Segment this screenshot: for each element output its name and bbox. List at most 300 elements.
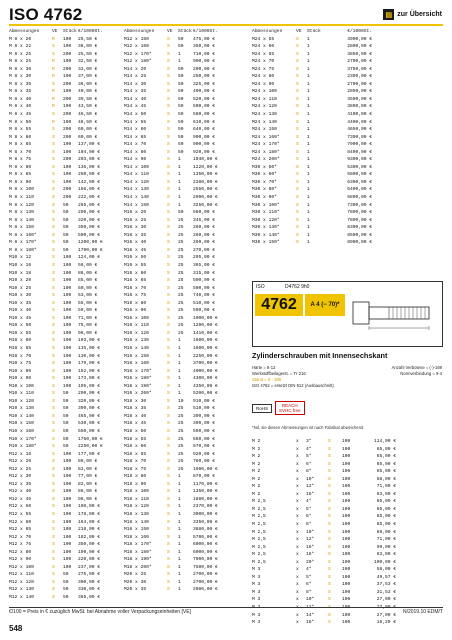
- length: 55: [140, 119, 147, 125]
- pack-unit: 1: [178, 534, 181, 540]
- header-qty: Stück: [307, 29, 321, 34]
- times-sign: x: [135, 361, 138, 367]
- length: 75: [25, 157, 32, 163]
- table-row: [9, 541, 111, 549]
- stock-flag: S: [296, 89, 299, 95]
- thread-size: [124, 111, 167, 119]
- stock-flag: S: [296, 195, 299, 201]
- times-sign: x: [20, 579, 23, 585]
- product-standard: ISO: [256, 284, 265, 290]
- stock-flag: S: [167, 300, 170, 306]
- times-sign: x: [20, 149, 23, 155]
- stock-flag: S: [328, 461, 331, 467]
- pack-unit: 1: [307, 36, 310, 42]
- thread: M 8: [9, 134, 18, 140]
- length: 160: [140, 361, 149, 367]
- length: 30: [140, 225, 147, 231]
- times-sign: x: [135, 96, 138, 102]
- times-sign: x: [135, 300, 138, 306]
- thread-size: [252, 51, 296, 59]
- pack-unit: 100: [63, 345, 72, 351]
- pack-unit: 1: [178, 179, 181, 185]
- thread: M 8: [9, 89, 18, 95]
- price: 2850,00 €: [347, 89, 372, 95]
- price: 137,00 €: [78, 142, 101, 148]
- length: 18: [25, 270, 32, 276]
- times-sign: x: [263, 202, 266, 208]
- pack-unit: 25: [178, 330, 184, 336]
- length: 45: [140, 104, 147, 110]
- price: 65,00 €: [376, 499, 396, 505]
- stock-flag: S: [52, 383, 55, 389]
- price: 9300,00 €: [347, 157, 372, 163]
- thread: M10: [9, 278, 18, 284]
- stock-flag: S: [167, 330, 170, 336]
- pack-unit: 1: [178, 489, 181, 495]
- thread: M14: [124, 164, 133, 170]
- pack-unit: 25: [178, 293, 184, 299]
- times-sign: x: [296, 612, 299, 618]
- spec-right: Normverbindung = 9·4: [400, 371, 442, 376]
- times-sign: x: [296, 469, 299, 475]
- table-row: [252, 81, 372, 89]
- length: 80*: [268, 187, 277, 193]
- pack-unit: 1: [178, 579, 181, 585]
- table-row: [124, 103, 226, 111]
- price: 55,00 €: [78, 278, 98, 284]
- stock-flag: R: [52, 59, 55, 65]
- price: 82,00 €: [78, 481, 98, 487]
- stock-flag: S: [328, 612, 331, 618]
- times-sign: x: [135, 119, 138, 125]
- thread-size: M 2: [252, 491, 261, 497]
- times-sign: x: [20, 255, 23, 261]
- pack-unit: 50: [178, 89, 184, 95]
- thread-size: M 2,5: [252, 506, 266, 512]
- thread-size: [9, 315, 52, 323]
- times-sign: x: [135, 255, 138, 261]
- price: 5800,00 €: [347, 172, 372, 178]
- stock-flag: S: [296, 81, 299, 87]
- stock-flag: S: [328, 567, 331, 573]
- thread-size: [252, 202, 296, 210]
- pack-unit: 200: [63, 66, 72, 72]
- pack-unit: 100: [342, 552, 351, 558]
- stock-flag: S: [167, 504, 170, 510]
- thread-size: [124, 481, 167, 489]
- thread-size: M 3: [252, 582, 261, 588]
- length: 20: [140, 210, 147, 216]
- pack-unit: 200: [63, 51, 72, 57]
- table-row: [9, 66, 111, 74]
- price: 490,00 €: [193, 89, 216, 95]
- length: 130: [140, 338, 149, 344]
- price: 3800,00 €: [347, 104, 372, 110]
- price: 71,00 €: [376, 537, 396, 543]
- stock-flag: S: [328, 574, 331, 580]
- pack-unit: 1: [178, 59, 181, 65]
- thread: M 8: [9, 210, 18, 216]
- pack-unit: 200: [63, 81, 72, 87]
- times-sign: x: [20, 345, 23, 351]
- times-sign: x: [20, 74, 23, 80]
- thread-size: [124, 224, 167, 232]
- price: 6000,00 €: [193, 549, 218, 555]
- pack-unit: 100: [63, 119, 72, 125]
- length: 16: [25, 262, 32, 268]
- times-sign: x: [263, 66, 266, 72]
- length: 140: [140, 195, 149, 201]
- thread: M18: [124, 534, 133, 540]
- table-row: [9, 345, 111, 353]
- overview-link[interactable]: [383, 9, 442, 20]
- stock-flag: S: [52, 44, 55, 50]
- stock-flag: S: [328, 544, 331, 550]
- table-row: [124, 164, 226, 172]
- stock-flag: S: [296, 36, 299, 42]
- thread: M 8: [9, 81, 18, 87]
- times-sign: x: [20, 406, 23, 412]
- times-sign: x: [135, 496, 138, 502]
- table-row: [124, 126, 226, 134]
- length: 120: [25, 202, 34, 208]
- times-sign: x: [135, 172, 138, 178]
- stock-flag: S: [52, 157, 55, 163]
- stock-flag: S: [296, 210, 299, 216]
- table-row: [124, 149, 226, 157]
- price: 510,00 €: [193, 300, 216, 306]
- table-row: [9, 81, 111, 89]
- price: 3350,00 €: [193, 519, 218, 525]
- thread-size: [124, 405, 167, 413]
- length: 75: [25, 542, 32, 548]
- pack-unit: 100: [63, 74, 72, 80]
- length: 190*: [140, 383, 152, 389]
- header-dimension: Abmessungen: [9, 29, 40, 34]
- thread-size: [9, 96, 52, 104]
- times-sign: x: [135, 232, 138, 238]
- price: 83,00 €: [78, 466, 98, 472]
- thread: M12: [9, 466, 18, 472]
- pack-unit: 1: [178, 353, 181, 359]
- pack-unit: 1: [178, 557, 181, 563]
- header-dimension: Abmessungen: [252, 29, 283, 34]
- stock-flag: S: [52, 436, 55, 442]
- price: 590,00 €: [193, 308, 216, 314]
- thread-size: [124, 300, 167, 308]
- price: 39,50 €: [78, 96, 98, 102]
- length: 20: [140, 66, 147, 72]
- times-sign: x: [135, 195, 138, 201]
- thread: M20: [124, 587, 133, 593]
- times-sign: x: [135, 542, 138, 548]
- table-row: [9, 496, 111, 504]
- footer-rule: [9, 607, 443, 608]
- pack-unit: 100: [63, 542, 72, 548]
- times-sign: x: [20, 262, 23, 268]
- thread-size: [9, 496, 52, 504]
- thread-size: [9, 337, 52, 345]
- length: 100: [140, 164, 149, 170]
- length: 65: [140, 451, 147, 457]
- price: 164,00 €: [78, 519, 101, 525]
- price: 152,00 €: [78, 368, 101, 374]
- table-row: [9, 247, 111, 255]
- table-row: [124, 270, 226, 278]
- pack-unit: 1: [178, 172, 181, 178]
- length: 30: [140, 81, 147, 87]
- price: 27,00 €: [376, 597, 396, 603]
- table-row: [9, 443, 111, 451]
- length: 130*: [268, 225, 280, 231]
- times-sign: x: [20, 66, 23, 72]
- thread-size: [124, 360, 167, 368]
- stock-flag: S: [52, 255, 55, 261]
- times-sign: x: [135, 179, 138, 185]
- table-row: [124, 375, 226, 383]
- stock-flag: R: [52, 119, 55, 125]
- price: 920,00 €: [193, 149, 216, 155]
- stock-flag: S: [52, 519, 55, 525]
- thread: M 8: [9, 232, 18, 238]
- times-sign: x: [135, 36, 138, 42]
- pack-unit: 25: [178, 240, 184, 246]
- thread: M10: [9, 353, 18, 359]
- length: 110: [25, 572, 34, 578]
- stock-flag: S: [296, 59, 299, 65]
- stock-flag: R: [52, 36, 55, 42]
- price: 365,00 €: [78, 595, 101, 601]
- price: 33,00 €: [78, 66, 98, 72]
- thread-size: [124, 420, 167, 428]
- stock-flag: S: [167, 542, 170, 548]
- thread-size: [252, 171, 296, 179]
- thread-size: M 2: [252, 446, 261, 452]
- thread-size: [9, 81, 52, 89]
- price: 4400,00 €: [347, 119, 372, 125]
- thread: M24: [252, 51, 261, 57]
- price: 1350,00 €: [193, 489, 218, 495]
- thread: M24: [252, 74, 261, 80]
- length: 55: [140, 436, 147, 442]
- length: 170*: [140, 368, 152, 374]
- stock-flag: S: [52, 308, 55, 314]
- pack-unit: 200: [63, 96, 72, 102]
- length: 90: [25, 179, 32, 185]
- length: 35: [140, 232, 147, 238]
- pack-unit: 25: [178, 436, 184, 442]
- product-number: 4762: [255, 294, 303, 316]
- thread-size: [124, 270, 167, 278]
- times-sign: x: [20, 81, 23, 87]
- thread: M24: [252, 149, 261, 155]
- pack-unit: 50: [178, 149, 184, 155]
- thread-size: [124, 443, 167, 451]
- price: 475,00 €: [193, 36, 216, 42]
- length: 60: [140, 127, 147, 133]
- times-sign: x: [263, 59, 266, 65]
- thread-size: [9, 541, 52, 549]
- length: 70: [140, 459, 147, 465]
- stock-flag: S: [52, 587, 55, 593]
- thread-size: [124, 156, 167, 164]
- stock-flag: S: [52, 262, 55, 268]
- length: 60: [25, 338, 32, 344]
- price: 260,00 €: [78, 172, 101, 178]
- length: 4*: [306, 446, 312, 452]
- stock-flag: S: [52, 481, 55, 487]
- table-row: [124, 353, 226, 361]
- pack-unit: 50: [178, 44, 184, 50]
- price: 65,00 €: [376, 461, 396, 467]
- thread-size: [9, 481, 52, 489]
- price: 325,00 €: [193, 81, 216, 87]
- times-sign: x: [263, 187, 266, 193]
- times-sign: x: [135, 587, 138, 593]
- stock-flag: S: [167, 428, 170, 434]
- stock-flag: S: [167, 557, 170, 563]
- price: 390,00 €: [78, 406, 101, 412]
- thread: M16: [124, 217, 133, 223]
- thread-size: [9, 571, 52, 579]
- thread-size: [252, 43, 296, 51]
- stock-flag: S: [52, 81, 55, 87]
- pack-unit: 50: [63, 247, 69, 253]
- price: 315,00 €: [193, 270, 216, 276]
- thread: M10: [9, 255, 18, 261]
- pack-unit: 25: [178, 451, 184, 457]
- product-title: Zylinderschrauben mit Innensechskant: [252, 351, 388, 360]
- price: 3750,00 €: [347, 66, 372, 72]
- pack-unit: 1: [307, 142, 310, 148]
- thread-size: [9, 224, 52, 232]
- table-row: [124, 58, 226, 66]
- stock-flag: S: [328, 589, 331, 595]
- stock-flag: S: [52, 149, 55, 155]
- thread-size: [9, 179, 52, 187]
- thread-size: [9, 534, 52, 542]
- table-row: [252, 66, 372, 74]
- stock-flag: S: [167, 376, 170, 382]
- price: 740,00 €: [193, 293, 216, 299]
- pack-unit: 50: [63, 232, 69, 238]
- stock-flag: S: [52, 217, 55, 223]
- pack-unit: 100: [342, 484, 351, 490]
- pack-unit: 100: [342, 544, 351, 550]
- price: 71,00 €: [376, 484, 396, 490]
- price: 8900,00 €: [347, 240, 372, 246]
- times-sign: x: [135, 549, 138, 555]
- price: 390,00 €: [193, 421, 216, 427]
- stock-flag: S: [167, 278, 170, 284]
- thread: M12: [9, 459, 18, 465]
- thread-size: [124, 375, 167, 383]
- thread: M10: [9, 391, 18, 397]
- length: 65: [268, 51, 275, 57]
- thread: M18: [124, 489, 133, 495]
- table-row: [124, 526, 226, 534]
- thread: M 8: [9, 172, 18, 178]
- stock-flag: S: [52, 338, 55, 344]
- length: 180*: [25, 247, 37, 253]
- table-row: [252, 194, 372, 202]
- price: 5700,00 €: [193, 534, 218, 540]
- thread: M10: [9, 300, 18, 306]
- table-row: [124, 579, 226, 587]
- pack-unit: 100: [63, 278, 72, 284]
- table-row: [9, 103, 111, 111]
- thread: M 8: [9, 149, 18, 155]
- times-sign: x: [20, 232, 23, 238]
- footer-note: €/100 = Preis in € zuzüglich MwSt. bei Abnahme voller Verpackungseinheiten [VE]: [9, 609, 191, 615]
- thread-size: [124, 285, 167, 293]
- stock-flag: S: [167, 361, 170, 367]
- stock-flag: S: [52, 489, 55, 495]
- price: 2250,00 €: [193, 353, 218, 359]
- times-sign: x: [263, 44, 266, 50]
- times-sign: x: [20, 293, 23, 299]
- price: 142,00 €: [78, 179, 101, 185]
- thread: M16: [124, 330, 133, 336]
- thread-size: [252, 239, 296, 247]
- table-row: [124, 519, 226, 527]
- length: 35: [25, 481, 32, 487]
- thread: M 8: [9, 187, 18, 193]
- price: 36,00 €: [78, 81, 98, 87]
- table-row: [124, 405, 226, 413]
- reach-label: REACH: [281, 403, 298, 408]
- pack-unit: 100: [342, 529, 351, 535]
- thread: M 8: [9, 44, 18, 50]
- table-row: [124, 488, 226, 496]
- thread-size: [124, 88, 167, 96]
- stock-flag: S: [167, 383, 170, 389]
- times-sign: x: [20, 451, 23, 457]
- pack-unit: 1: [178, 549, 181, 555]
- table-row: [9, 232, 111, 240]
- length: 80: [25, 549, 32, 555]
- thread-size: [9, 171, 52, 179]
- stock-flag: S: [167, 112, 170, 118]
- table-row: [252, 179, 372, 187]
- thread-size: [124, 458, 167, 466]
- screw-diagram-icon: [349, 288, 439, 338]
- price: 6400,00 €: [347, 187, 372, 193]
- pack-unit: 1: [307, 44, 310, 50]
- length: 45: [140, 247, 147, 253]
- length: 45: [25, 496, 32, 502]
- stock-flag: S: [167, 202, 170, 208]
- pack-unit: 100: [63, 308, 72, 314]
- thread: M16: [124, 308, 133, 314]
- pack-unit: 50: [63, 217, 69, 223]
- table-row: [124, 111, 226, 119]
- small-size-table: [252, 438, 442, 627]
- stock-flag: S: [52, 361, 55, 367]
- length: 120: [25, 398, 34, 404]
- pack-unit: 1: [178, 564, 181, 570]
- table-row: [9, 156, 111, 164]
- times-sign: x: [135, 436, 138, 442]
- pack-unit: 25: [178, 278, 184, 284]
- length: 90: [25, 557, 32, 563]
- table-row: [9, 134, 111, 142]
- thread: M20: [124, 579, 133, 585]
- table-row: [9, 194, 111, 202]
- pack-unit: 50: [63, 240, 69, 246]
- table-row: [124, 43, 226, 51]
- table-row: [9, 239, 111, 247]
